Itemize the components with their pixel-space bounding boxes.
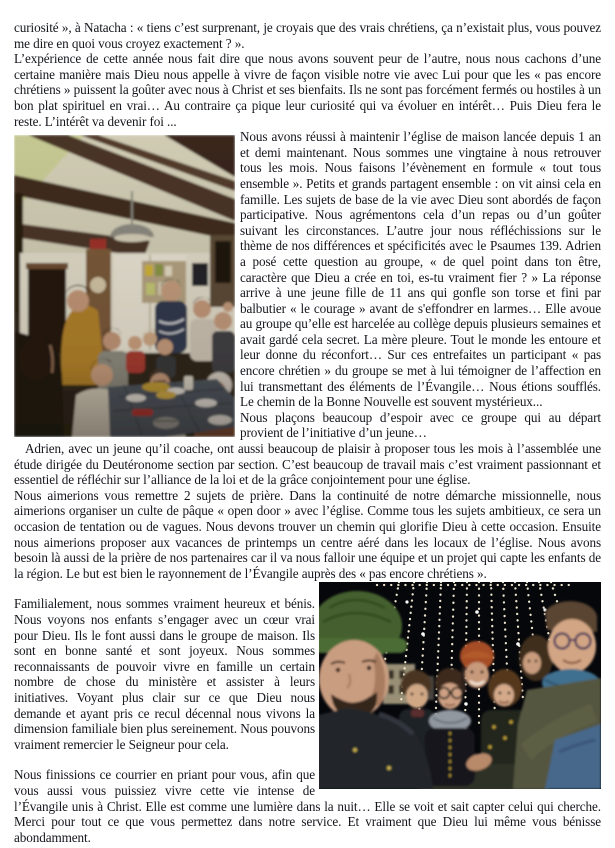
photo-family-night-lights xyxy=(319,582,601,789)
paragraph-house-church: Nous avons réussi à maintenir l’église de maison lancée depuis 1 an et demi maintenant. Nous sommes une vingtaine à nous retrouver tous les mois. Nous faisons l’évènement en formule « tout tous ensemble ». Petits et grands partagent ensemble : on vit ainsi cela en famille. Les sujets de base de la vie avec Dieu sont abordés de façon participative. Nous agrémentons cela d’un repas ou d’un goûter suivant les circonstances. L’autre jour nous réfléchissions sur le thème de nos différences et spécificités avec le Psaumes 139. Adrien a posé cette question au groupe, « de quel point dans ton être, caractère que Dieu a crée en toi, es-tu vraiment fier ? » La réponse arrive à une jeune fille de 11 ans qui gonfle son torse et fini par balbutier « le courage » avant de s'effondrer en larmes… Elle avoue au groupe qu’elle est harcelée au collège depuis plusieurs semaines et avait gardé cela secret. La mère pleure. Tout le monde les entoure et leur donne du réconfort… Sur ces entrefaites un participant « pas encore chrétien » du groupe se met à lui témoigner de l’affection en lui transmettant des éléments de l’Évangile… Nous étions soufflés. Le chemin de la Bonne Nouvelle est souvent mystérieux... xyxy=(240,129,601,410)
paragraph-prayer-subjects: Nous aimerions vous remettre 2 sujets de prière. Dans la continuité de notre démarche missionnelle, nous aimerions organiser un culte de pâque « open door » avec l’église. Comme tous les sujets ambitieux, ce sera un occasion de tentation ou de vagues. Nous devons trouver un chemin qui glorifie Dieu à cette occasion. Ensuite nous aimerions proposer aux vacances de printemps un centre aéré dans les locaux de l’église. Nous avons besoin là aussi de la prière de nos partenaires car il va nous falloir une équipe et un projet qui capte les enfants de la région. Le but est bien le rayonnement de l’Évangile auprès des « pas encore chrétiens ». xyxy=(14,487,601,581)
document-body xyxy=(14,20,601,845)
photo-house-church-dinner xyxy=(14,135,235,437)
paragraph-closing-prayer: Nous finissions ce courrier en priant pour vous, afin que vous aussi vous puissiez vivre cette vie intense de l’Évangile unis à Christ. Elle est comme une lumière dans la nuit… Elle se voit et sait capter celui qui cherche. Merci pour tout ce que vous permettez dans notre service. Et vraiment que Dieu lui même vous bénisse abondamment. xyxy=(14,767,601,845)
paragraph-quote-continuation: curiosité », à Natacha : « tiens c’est surprenant, je croyais que des vrais chrétiens, ça n’existait plus, vous pouvez me dire en quoi vous croyez exactement ? ». xyxy=(14,20,601,51)
paragraph-hope-group: Nous plaçons beaucoup d’espoir avec ce groupe qui au départ provient de l’initiative d’un jeune… xyxy=(240,409,601,441)
paragraph-family-news: Familialement, nous sommes vraiment heureux et bénis. Nous voyons nos enfants s’engager avec un cœur vrai pour Dieu. Ils le font aussi dans le groupe de maison. Ils sont en bonne santé et sont joyeux. Nous sommes reconnaissants de pouvoir vivre en famille un certain nombre de chose du ministère et assister à leurs initiatives. Voyant plus clair sur ce que Dieu nous demande et ayant pris ce recul décennal nous vivons la dimension familiale bien plus sereinement. Nous pouvons vraiment remercier le Seigneur pour cela. xyxy=(14,596,315,752)
paragraph-deuteronome-study: Adrien, avec un jeune qu’il coache, ont aussi beaucoup de plaisir à proposer tous les mois à l’assemblée une étude dirigée du Deutéronome section par section. C’est beaucoup de travail mais c’est vraiment passionnant et essentiel de réfléchir sur l’alliance de la loi et de la grâce conjointement pour une église. xyxy=(14,441,601,488)
paragraph-experience: L’expérience de cette année nous fait dire que nous avons souvent peur de l’autre, nous nous cachons d’une certaine manière mais Dieu nous appelle à vivre de façon visible notre vie avec Lui pour que les « pas encore chrétiens » puissent la goûter avec nous à Christ et ses bienfaits. Ils ne sont pas forcément fermés ou hostiles à un bon plat spirituel en vrai… Au contraire ça pique leur curiosité qui va évoluer en intérêt… Puis Dieu fera le reste. L’intérêt va devenir foi ... xyxy=(14,51,601,129)
